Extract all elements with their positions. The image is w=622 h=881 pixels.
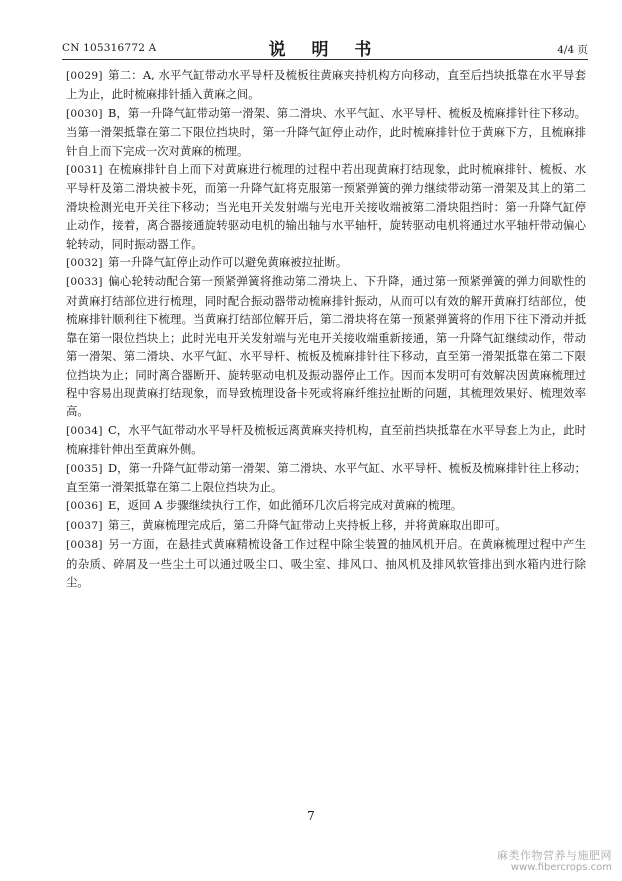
site-watermark: [497, 850, 612, 874]
paragraph-text: B，第一升降气缸带动第一滑架、第二滑块、水平气缸、水平导杆、梳板及梳麻排针往下移动。当第一滑架抵靠在第二下限位挡块时，第一升降气缸停止动作，此时梳麻排针位于黄麻下方，且梳麻排针自上而下完成一次对黄麻的梳理。: [66, 105, 586, 158]
publication-number: CN 105316772 A: [62, 42, 157, 54]
watermark-site-name: 麻类作物营养与施肥网: [497, 849, 612, 862]
paragraph-text: 偏心轮转动配合第一预紧弹簧将推动第二滑块上、下升降，通过第一预紧弹簧的弹力间歇性的对黄麻打结部位进行梳理，同时配合振动器带动梳麻排针振动，从而可以有效的解开黄麻打结部位，使梳麻排针顺利往下梳理。当黄麻打结部位解开后，第二滑块将在第一预紧弹簧将的作用下往下滑动并抵靠在第一限位挡块上；此时光电开关发射端与光电开关接收端重新接通，第一升降气缸继续动作，带动第一滑架、第二滑块、水平气缸、水平导杆、梳板及梳麻排针往下移动，直至第一滑架抵靠在第二下限位挡块为止；同时离合器断开、旋转驱动电机及振动器停止工作。因而本发明可有效解决因黄麻梳理过程中容易出现黄麻打结现象，而导致梳理设备卡死或将麻纤维拉扯断的问题，其梳理效果好、梳理效率高。: [66, 274, 586, 419]
paragraph-0038: [66, 535, 586, 591]
paragraph-0030: [66, 104, 586, 160]
paragraph-text: 第二：A, 水平气缸带动水平导杆及梳板往黄麻夹持机构方向移动，直至后挡块抵靠在水平导套上为止，此时梳麻排针插入黄麻之间。: [66, 68, 586, 102]
paragraph-number: [0038]: [66, 539, 103, 552]
paragraph-text: C，水平气缸带动水平导杆及梳板远离黄麻夹持机构，直至前挡块抵靠在水平导套上为止，此时梳麻排针伸出至黄麻外侧。: [66, 422, 586, 457]
paragraph-number: [0029]: [66, 70, 103, 82]
paragraph-text: 第一升降气缸停止动作可以避免黄麻被拉扯断。: [108, 255, 348, 270]
paragraph-number: [0032]: [66, 257, 103, 270]
paragraph-0031: [66, 160, 586, 253]
paragraph-number: [0031]: [66, 164, 103, 177]
paragraph-text: 另一方面，在悬挂式黄麻精梳设备工作过程中除尘装置的抽风机开启。在黄麻梳理过程中产生的杂质、碎屑及一些尘土可以通过吸尘口、吸尘室、排风口、抽风机及排风软管排出到水箱内进行除尘。: [66, 537, 586, 589]
paragraph-0034: [66, 421, 586, 459]
document-title: 说 明 书: [268, 40, 382, 60]
paragraph-0037: [66, 516, 586, 535]
paragraph-number: [0030]: [66, 107, 103, 120]
paragraph-number: [0035]: [66, 462, 103, 475]
page-header: [62, 34, 588, 60]
paragraph-text: E，返回 A 步骤继续执行工作，如此循环几次后将完成对黄麻的梳理。: [108, 498, 463, 513]
paragraph-text: 第三，黄麻梳理完成后，第二升降气缸带动上夹持板上移，并将黄麻取出即可。: [108, 517, 507, 532]
paragraph-number: [0033]: [66, 276, 103, 289]
paragraph-text: 在梳麻排针自上而下对黄麻进行梳理的过程中若出现黄麻打结现象，此时梳麻排针、梳板、水平导杆及第二滑块被卡死，而第一升降气缸将克服第一预紧弹簧的弹力继续带动第一滑架及其上的第二滑块检测光电开关往下移动；当光电开关发射端与光电开关接收端被第二滑块阻挡时：第一升降气缸停止动作，接着，离合器接通旋转驱动电机的输出轴与水平轴杆，旋转驱动电机将通过水平轴杆带动偏心轮转动，同时振动器工作。: [66, 162, 586, 251]
paragraph-number: [0034]: [66, 424, 103, 437]
header-rule: [62, 59, 588, 60]
paragraph-0029: [66, 66, 586, 104]
document-body: [66, 66, 586, 591]
paragraph-0035: [66, 459, 586, 497]
paragraph-0036: [66, 496, 586, 515]
paragraph-number: [0037]: [66, 519, 103, 532]
paragraph-0032: [66, 253, 586, 272]
page-number: 7: [307, 809, 315, 823]
paragraph-number: [0036]: [66, 500, 103, 513]
watermark-url: www.fibercrops.com: [510, 862, 612, 873]
paragraph-0033: [66, 272, 586, 420]
page-fraction: 4/4 页: [557, 44, 588, 56]
paragraph-text: D，第一升降气缸带动第一滑架、第二滑块、水平气缸、水平导杆、梳板及梳麻排针往上移动；直至第一滑架抵靠在第二上限位挡块为止。: [66, 460, 586, 494]
